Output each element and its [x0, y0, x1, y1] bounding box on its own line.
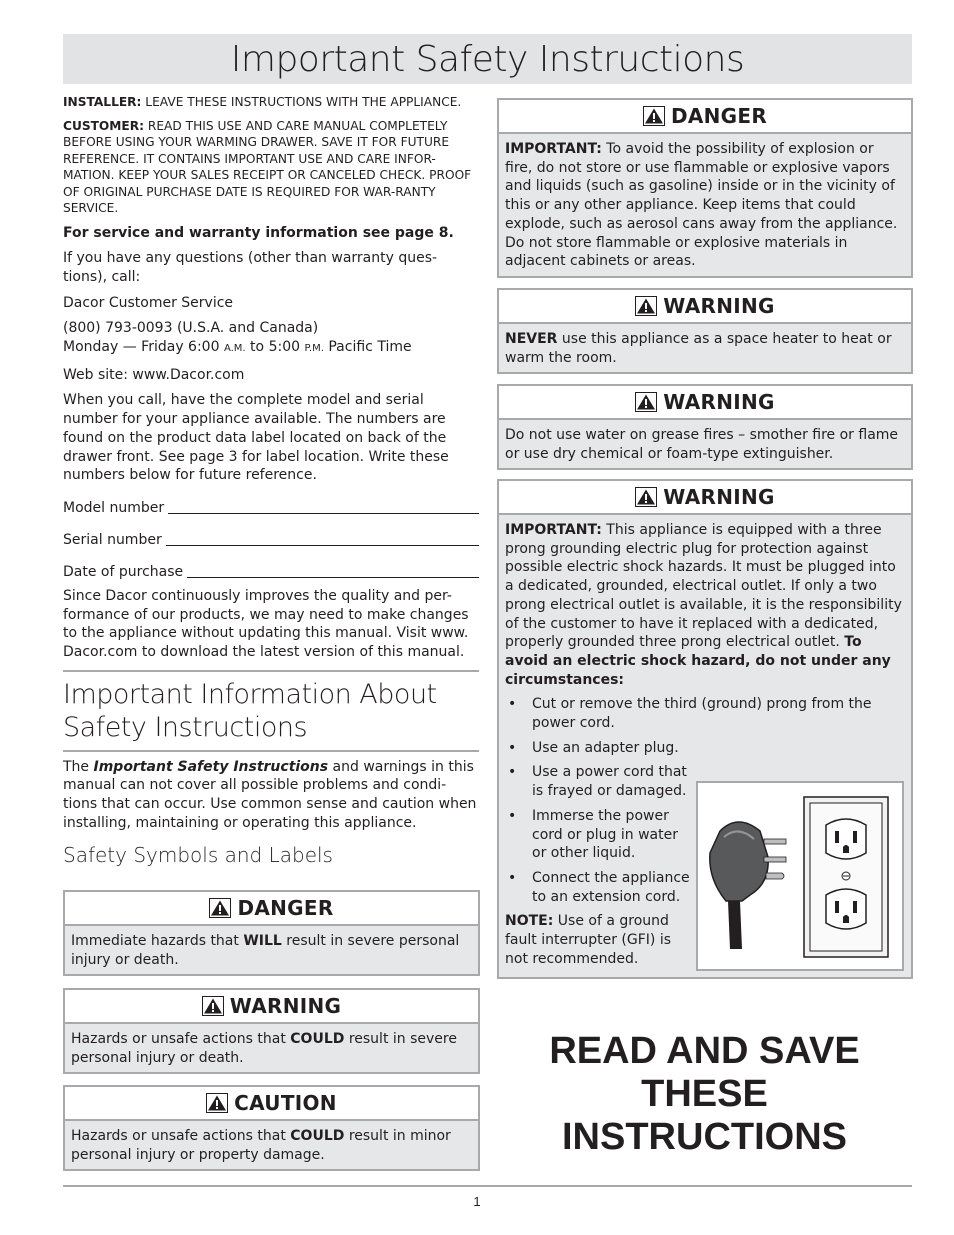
- customer-note: CUSTOMER: READ THIS USE AND CARE MANUAL COMPLETELY BEFORE USING YOUR WARMING DRAWER. SAVE IT FOR FUTURE REFERENCE. IT CONTAINS IMPORTANT USE AND CARE INFOR-MATION. KEEP YOUR SALES RECEIPT OR CANCELED CHECK. PROOF OF ORIGINAL PURCHASE DATE IS REQUIRED FOR WAR-RANTY SERVICE.: [63, 118, 472, 215]
- symbols-heading: Safety Symbols and Labels: [63, 842, 333, 867]
- when-call-text: When you call, have the complete model and serial number for your appliance available. The numbers are found on the product data label located on back of the drawer front. See page 3 for label location. Write these numbers below for future reference.: [63, 392, 449, 484]
- model-number-field[interactable]: Model number: [63, 499, 479, 517]
- danger-box: [497, 98, 913, 278]
- title-bar: [63, 34, 912, 84]
- warning-title: WARNING: [663, 294, 775, 318]
- left-column: [63, 94, 479, 875]
- website: Web site: www.Dacor.com: [63, 366, 245, 383]
- danger-description: Immediate hazards that WILL result in severe personal injury or death.: [71, 933, 460, 968]
- caution-symbol-box: [63, 1085, 480, 1171]
- customer-service: Dacor Customer Service: [63, 294, 234, 311]
- list-item: • Immerse the power cord or plug in water or other liquid.: [505, 807, 690, 863]
- gfi-note: NOTE: Use of a ground fault interrupter (GFI) is not recommended.: [505, 913, 671, 967]
- warning-triangle-icon: [202, 996, 224, 1016]
- phone-hours: (800) 793-0093 (U.S.A. and Canada) Monday — Friday 6:00 A.M. to 5:00 P.M. Pacific Time: [63, 320, 412, 356]
- danger-label: DANGER: [237, 896, 334, 920]
- warning-triangle-icon: [209, 898, 231, 918]
- info-heading: Important Information About Safety Instructions: [63, 678, 437, 743]
- warning-electrical-text: IMPORTANT: This appliance is equipped with a three prong grounding electric plug for protection against possible electric shock hazards. It must be plugged into a dedicated, grounded, electrical outlet. If only a two prong electrical outlet is available, it is the responsibility of the customer to have it replaced with a dedicated, properly grounded three prong electrical outlet. To avoid an electric shock hazard, do not under any circumstances: • Cut or remove the third (ground) prong from the power cord. • Use an adapter plug. • Use a power cord that is frayed or damaged. • Immerse the power cord or plug in water or other liquid. • Connect the appliance to an extension cord. NOTE: Use of a ground fault interrupter (GFI) is not recommended.: [499, 515, 911, 973]
- warning-heater-box: [497, 288, 913, 374]
- plug-outlet-icon: [698, 783, 902, 969]
- caution-label: CAUTION: [234, 1091, 337, 1115]
- page-title: Important Safety Instructions: [230, 38, 745, 80]
- list-item: • Connect the appliance to an extension cord.: [505, 869, 690, 906]
- warning-triangle-icon: [635, 392, 657, 412]
- warning-triangle-icon: [206, 1093, 228, 1113]
- section-divider: [63, 670, 479, 672]
- info-text: The Important Safety Instructions and warnings in this manual can not cover all possible problems and condi-tions that can occur. Use common sense and caution when installing, maintaining or operating this appliance.: [63, 758, 477, 831]
- warning-label: WARNING: [229, 994, 342, 1018]
- danger-text: IMPORTANT: To avoid the possibility of explosion or fire, do not store or use flammable or explosive vapors and liquids (such as gasoline) inside or in the vicinity of this or any other appliance. Keep items that could explode, such as aerosol cans away from the appliance. Do not store flammable or explosive materials in adjacent cabinets or areas.: [505, 141, 898, 270]
- footer-divider: [63, 1185, 912, 1187]
- warning-triangle-icon: [643, 106, 665, 126]
- questions-text: If you have any questions (other than warranty ques-tions), call:: [63, 250, 438, 285]
- page-number: 1: [473, 1194, 481, 1209]
- warning-grease-text: Do not use water on grease fires – smother fire or flame or use dry chemical or foam-type extinguisher.: [505, 427, 899, 462]
- danger-title: DANGER: [670, 104, 768, 128]
- list-item: • Cut or remove the third (ground) prong from the power cord.: [505, 695, 903, 732]
- read-and-save-banner: READ AND SAVE THESE INSTRUCTIONS: [549, 1030, 860, 1158]
- purchase-date-field[interactable]: Date of purchase: [63, 563, 479, 581]
- list-item: • Use a power cord that is frayed or damaged.: [505, 763, 690, 800]
- section-divider: [63, 750, 479, 752]
- warning-grease-box: [497, 384, 913, 470]
- caution-description: Hazards or unsafe actions that COULD result in minor personal injury or property damage.: [71, 1128, 451, 1163]
- service-info: For service and warranty information see page 8.: [63, 224, 454, 241]
- warning-heater-text: NEVER use this appliance as a space heater to heat or warm the room.: [505, 331, 892, 366]
- warning-triangle-icon: [635, 296, 657, 316]
- plug-outlet-illustration: [696, 781, 904, 971]
- warning-symbol-box: [63, 988, 480, 1074]
- danger-symbol-box: [63, 890, 480, 976]
- list-item: • Use an adapter plug.: [505, 739, 903, 758]
- warning-title: WARNING: [663, 485, 775, 509]
- warning-title: WARNING: [663, 390, 775, 414]
- warning-description: Hazards or unsafe actions that COULD result in severe personal injury or death.: [71, 1031, 457, 1066]
- improves-text: Since Dacor continuously improves the quality and per-formance of our products, we may need to make changes to the appliance without updating this manual. Visit www. Dacor.com to download the latest version of this manual.: [63, 587, 469, 661]
- warning-triangle-icon: [635, 487, 657, 507]
- serial-number-field[interactable]: Serial number: [63, 531, 479, 549]
- installer-note: INSTALLER: LEAVE THESE INSTRUCTIONS WITH THE APPLIANCE.: [63, 95, 462, 109]
